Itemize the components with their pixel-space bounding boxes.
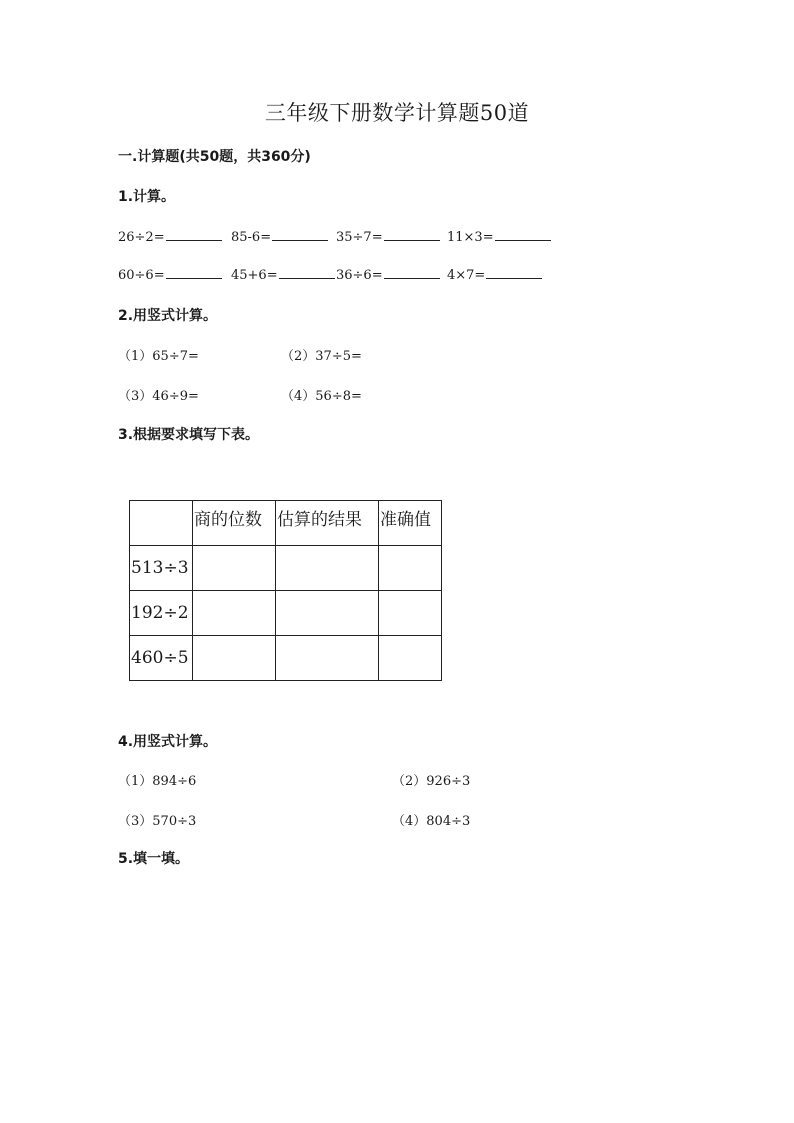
answer-blank[interactable] <box>384 266 440 279</box>
q1-equation: 45+6= <box>231 266 335 283</box>
table-header-cell <box>130 501 193 546</box>
answer-blank[interactable] <box>279 266 335 279</box>
q4-item: （2）926÷3 <box>392 774 471 789</box>
table-answer-cell[interactable] <box>276 636 379 681</box>
table-answer-cell[interactable] <box>193 546 276 591</box>
answer-blank[interactable] <box>166 266 222 279</box>
answer-blank[interactable] <box>166 228 222 241</box>
q2-item: （1）65÷7= <box>118 349 199 364</box>
q1-equation: 26÷2= <box>118 228 222 245</box>
table-row <box>130 636 442 681</box>
answer-blank[interactable] <box>384 228 440 241</box>
table-header-cell: 估算的结果 <box>276 501 379 546</box>
question-4-heading: 4.用竖式计算。 <box>118 734 218 750</box>
answer-blank[interactable] <box>486 266 542 279</box>
q2-item: （4）56÷8= <box>281 389 362 404</box>
question-1-heading: 1.计算。 <box>118 189 176 205</box>
q4-item: （4）804÷3 <box>392 814 471 829</box>
q1-equation: 35÷7= <box>336 228 440 245</box>
table-answer-cell[interactable] <box>193 591 276 636</box>
estimate-table <box>129 500 442 681</box>
table-row <box>130 546 442 591</box>
q4-item: （1）894÷6 <box>118 774 197 789</box>
table-answer-cell[interactable] <box>379 636 442 681</box>
table-header-cell: 准确值 <box>379 501 442 546</box>
q4-item: （3）570÷3 <box>118 814 197 829</box>
table-answer-cell[interactable] <box>379 546 442 591</box>
question-3-heading: 3.根据要求填写下表。 <box>118 427 260 443</box>
q1-equation: 85-6= <box>231 228 328 245</box>
table-answer-cell[interactable] <box>379 591 442 636</box>
section-heading: 一.计算题(共50题，共360分) <box>118 149 311 165</box>
table-header-row <box>130 501 442 546</box>
table-answer-cell[interactable] <box>193 636 276 681</box>
q2-item: （2）37÷5= <box>281 349 362 364</box>
q2-item: （3）46÷9= <box>118 389 199 404</box>
q1-equation: 36÷6= <box>336 266 440 283</box>
question-5-heading: 5.填一填。 <box>118 851 190 867</box>
q1-equation: 60÷6= <box>118 266 222 283</box>
answer-blank[interactable] <box>272 228 328 241</box>
table-row <box>130 591 442 636</box>
table-row-label: 513÷3 <box>130 546 193 591</box>
table-header-cell: 商的位数 <box>193 501 276 546</box>
answer-blank[interactable] <box>495 228 551 241</box>
table-answer-cell[interactable] <box>276 546 379 591</box>
table-answer-cell[interactable] <box>276 591 379 636</box>
question-2-heading: 2.用竖式计算。 <box>118 308 218 324</box>
q1-equation: 4×7= <box>447 266 542 283</box>
page-title: 三年级下册数学计算题50道 <box>264 101 530 125</box>
table-row-label: 192÷2 <box>130 591 193 636</box>
q1-equation: 11×3= <box>447 228 551 245</box>
table-row-label: 460÷5 <box>130 636 193 681</box>
